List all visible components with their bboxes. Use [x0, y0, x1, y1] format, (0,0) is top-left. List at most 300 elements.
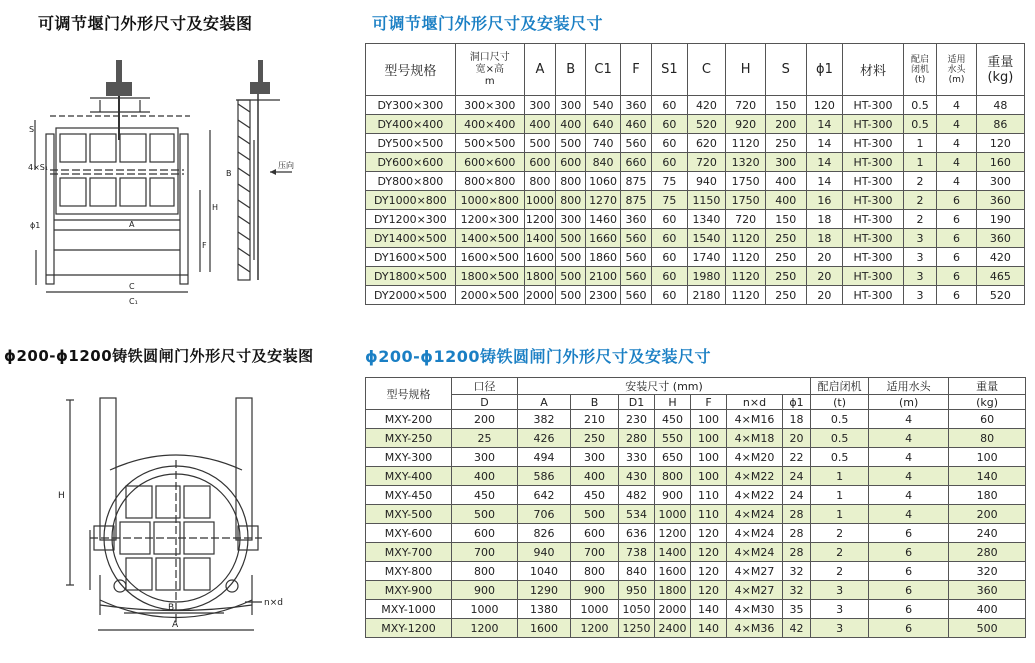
table-cell: 2: [811, 524, 869, 543]
table-cell: MXY-1000: [366, 600, 452, 619]
table-cell: HT-300: [843, 172, 904, 191]
table-cell: 20: [806, 267, 843, 286]
dim-label-B2: B: [168, 603, 175, 613]
table-cell: 250: [765, 229, 806, 248]
table-cell: 4: [869, 410, 949, 429]
table-cell: 4×M16: [727, 410, 783, 429]
table-cell: 800: [452, 562, 518, 581]
table-cell: 0.5: [811, 410, 869, 429]
table-cell: 100: [691, 410, 727, 429]
table-cell: 230: [619, 410, 655, 429]
table-cell: 1120: [726, 286, 766, 305]
table-cell: 700: [571, 543, 619, 562]
table-cell: 460: [620, 115, 651, 134]
table-cell: 520: [687, 115, 726, 134]
drawing-title-2: ϕ200-ϕ1200铸铁圆闸门外形尺寸及安装图: [4, 347, 314, 365]
table-cell: 600: [556, 153, 586, 172]
dim-label-H2: H: [58, 491, 65, 501]
table-cell: 75: [652, 172, 688, 191]
table-cell: HT-300: [843, 267, 904, 286]
col-subheader-B: B: [571, 395, 619, 410]
table-cell: 14: [806, 115, 843, 134]
table-cell: DY2000×500: [366, 286, 456, 305]
table-row: [366, 429, 1026, 448]
table-cell: 400: [556, 115, 586, 134]
table-cell: 3: [903, 229, 936, 248]
header-opening-line: 洞口尺寸 宽×高 m: [469, 51, 510, 87]
table-cell: 500: [452, 505, 518, 524]
dim-label-nxd: n×d: [264, 598, 283, 608]
col-subheader-phi1: ϕ1: [783, 395, 811, 410]
table-cell: HT-300: [843, 248, 904, 267]
table-cell: 636: [619, 524, 655, 543]
table-cell: MXY-600: [366, 524, 452, 543]
table-cell: 60: [652, 248, 688, 267]
col-subheader-weight: (kg): [949, 395, 1026, 410]
table-cell: 4×M24: [727, 505, 783, 524]
table-cell: 800: [556, 191, 586, 210]
table-cell: 22: [783, 448, 811, 467]
table-cell: 6: [869, 600, 949, 619]
table-cell: HT-300: [843, 286, 904, 305]
table-cell: 940: [687, 172, 726, 191]
col-header-install: 安装尺寸 (mm): [518, 378, 811, 395]
table-cell: DY800×800: [366, 172, 456, 191]
table-row: [366, 172, 1025, 191]
table-cell: 360: [620, 96, 651, 115]
col-subheader-H: H: [655, 395, 691, 410]
dim-label-S1: 4×S₁: [28, 163, 49, 172]
table-cell: 500: [556, 248, 586, 267]
table-cell: 60: [652, 229, 688, 248]
table-cell: MXY-400: [366, 467, 452, 486]
table-cell: 500: [949, 619, 1026, 638]
table-row: [366, 505, 1026, 524]
table-cell: MXY-250: [366, 429, 452, 448]
table-cell: MXY-800: [366, 562, 452, 581]
table-cell: 500: [556, 286, 586, 305]
table-cell: 28: [783, 524, 811, 543]
table-cell: 800: [524, 172, 555, 191]
table-cell: 120: [976, 134, 1024, 153]
table-title-1: 可调节堰门外形尺寸及安装尺寸: [372, 14, 604, 33]
table-cell: 2100: [586, 267, 620, 286]
table-cell: 800: [556, 172, 586, 191]
table-cell: 400: [524, 115, 555, 134]
dim-label-S: S: [29, 125, 35, 134]
table-cell: 150: [765, 210, 806, 229]
table-cell: 1000: [655, 505, 691, 524]
table-cell: 700: [452, 543, 518, 562]
table-cell: 60: [652, 134, 688, 153]
table-cell: 42: [783, 619, 811, 638]
table-cell: 500: [556, 134, 586, 153]
table-cell: 1200: [655, 524, 691, 543]
table-cell: 1340: [687, 210, 726, 229]
table-cell: 2: [811, 562, 869, 581]
table-cell: 16: [806, 191, 843, 210]
table-cell: 360: [949, 581, 1026, 600]
table-cell: 560: [620, 286, 651, 305]
table-cell: 28: [783, 543, 811, 562]
table-cell: 400: [571, 467, 619, 486]
table-cell: DY400×400: [366, 115, 456, 134]
table-cell: 560: [620, 248, 651, 267]
table-row: [366, 115, 1025, 134]
table-cell: 4: [869, 448, 949, 467]
table-cell: 1120: [726, 248, 766, 267]
table-cell: 120: [691, 524, 727, 543]
table-cell: 6: [937, 248, 977, 267]
table-cell: DY1600×500: [366, 248, 456, 267]
table-cell: 3: [811, 600, 869, 619]
table-cell: 250: [765, 286, 806, 305]
round-gate-drawing: [40, 390, 320, 652]
table-cell: 720: [726, 210, 766, 229]
table-cell: 1: [903, 134, 936, 153]
table-cell: 640: [586, 115, 620, 134]
table-cell: 6: [869, 543, 949, 562]
table-cell: 3: [903, 248, 936, 267]
table-cell: 60: [949, 410, 1026, 429]
table-cell: 360: [976, 191, 1024, 210]
table-cell: 200: [949, 505, 1026, 524]
table-cell: 25: [452, 429, 518, 448]
table-cell: MXY-500: [366, 505, 452, 524]
table-cell: 1270: [586, 191, 620, 210]
table-cell: 1740: [687, 248, 726, 267]
table-row: [366, 286, 1025, 305]
table-cell: 4×M22: [727, 486, 783, 505]
table-cell: MXY-1200: [366, 619, 452, 638]
col-header-S1: S1: [652, 44, 688, 96]
table-cell: MXY-450: [366, 486, 452, 505]
table-cell: 1: [811, 467, 869, 486]
table-cell: 1250: [619, 619, 655, 638]
table-cell: 100: [691, 467, 727, 486]
table-cell: 4: [869, 429, 949, 448]
table-cell: 450: [571, 486, 619, 505]
table-cell: 2400: [655, 619, 691, 638]
table-cell: 330: [619, 448, 655, 467]
table-row: [366, 134, 1025, 153]
table-cell: 500×500: [455, 134, 524, 153]
table-row: [366, 191, 1025, 210]
table-cell: 382: [518, 410, 571, 429]
table-cell: 60: [652, 286, 688, 305]
weir-gate-table-body: [366, 96, 1025, 305]
table-cell: 500: [524, 134, 555, 153]
table-cell: 500: [571, 505, 619, 524]
table-cell: 250: [765, 267, 806, 286]
table-cell: 500: [556, 267, 586, 286]
table-row: [366, 486, 1026, 505]
table-cell: 1120: [726, 267, 766, 286]
table-cell: 450: [452, 486, 518, 505]
table-row: [366, 248, 1025, 267]
col-header-hoist: 配启 闭机 (t): [903, 44, 936, 96]
table-cell: 1460: [586, 210, 620, 229]
col-header-opening: [455, 44, 524, 96]
table-cell: 560: [620, 134, 651, 153]
table-cell: 540: [586, 96, 620, 115]
table-cell: 800: [571, 562, 619, 581]
table-cell: 240: [949, 524, 1026, 543]
table-cell: 4: [937, 115, 977, 134]
table-cell: 1540: [687, 229, 726, 248]
table-cell: 450: [655, 410, 691, 429]
table-cell: 110: [691, 486, 727, 505]
table-cell: 300: [765, 153, 806, 172]
weir-gate-spec-table: [365, 43, 1025, 305]
table-cell: 4: [869, 467, 949, 486]
table-cell: 600: [571, 524, 619, 543]
table-cell: 100: [691, 429, 727, 448]
table-cell: MXY-200: [366, 410, 452, 429]
table-cell: 140: [949, 467, 1026, 486]
table-cell: 190: [976, 210, 1024, 229]
table-cell: 4×M27: [727, 581, 783, 600]
col-header-head: 适用 水头 (m): [937, 44, 977, 96]
table-cell: 80: [949, 429, 1026, 448]
drawing-title-1: 可调节堰门外形尺寸及安装图: [38, 14, 253, 33]
table-cell: 300: [976, 172, 1024, 191]
table-cell: 360: [620, 210, 651, 229]
table-cell: 0.5: [811, 429, 869, 448]
table-cell: 110: [691, 505, 727, 524]
col-header-hoist-2: 配启闭机: [811, 378, 869, 395]
table-cell: 3: [903, 267, 936, 286]
table-row: [366, 543, 1026, 562]
table-cell: 720: [726, 96, 766, 115]
dim-label-F: F: [202, 241, 207, 250]
table-cell: 0.5: [903, 115, 936, 134]
table-cell: 0.5: [811, 448, 869, 467]
table-cell: 4: [937, 172, 977, 191]
col-subheader-A: A: [518, 395, 571, 410]
table-cell: 1: [811, 486, 869, 505]
table-cell: 2000: [655, 600, 691, 619]
table-cell: 940: [518, 543, 571, 562]
table-cell: 120: [691, 543, 727, 562]
table-cell: 28: [783, 505, 811, 524]
table-cell: 360: [976, 229, 1024, 248]
table-cell: 250: [571, 429, 619, 448]
table-cell: 100: [691, 448, 727, 467]
table-cell: 75: [652, 191, 688, 210]
table-cell: 120: [691, 562, 727, 581]
table-cell: 120: [806, 96, 843, 115]
table-cell: 250: [765, 248, 806, 267]
table-cell: 20: [806, 248, 843, 267]
table-cell: 560: [620, 267, 651, 286]
round-gate-spec-table: [365, 377, 1026, 638]
table-cell: 300: [556, 210, 586, 229]
table-cell: 210: [571, 410, 619, 429]
col-subheader-head: (m): [869, 395, 949, 410]
table-cell: HT-300: [843, 115, 904, 134]
table-cell: 60: [652, 210, 688, 229]
table-cell: 3: [811, 619, 869, 638]
table-cell: 18: [806, 210, 843, 229]
col-header-A: A: [524, 44, 555, 96]
col-header-H: H: [726, 44, 766, 96]
col-subheader-D: D: [452, 395, 518, 410]
col-header-caliber: 口径: [452, 378, 518, 395]
weir-gate-drawing: [30, 60, 335, 310]
table-cell: 4: [869, 505, 949, 524]
dim-label-A2: A: [172, 620, 179, 630]
table-cell: 1060: [586, 172, 620, 191]
table-cell: 800×800: [455, 172, 524, 191]
table-cell: 1200×300: [455, 210, 524, 229]
table-cell: 600: [524, 153, 555, 172]
table-row: [366, 467, 1026, 486]
table-cell: 400: [765, 191, 806, 210]
table-cell: 86: [976, 115, 1024, 134]
table-cell: MXY-300: [366, 448, 452, 467]
table-cell: 875: [620, 191, 651, 210]
table-cell: 1400: [524, 229, 555, 248]
table-cell: DY300×300: [366, 96, 456, 115]
table-cell: 840: [586, 153, 620, 172]
table-row: [366, 581, 1026, 600]
table-cell: 1000: [452, 600, 518, 619]
table-cell: HT-300: [843, 210, 904, 229]
table-cell: 14: [806, 134, 843, 153]
table-cell: 900: [452, 581, 518, 600]
table-cell: 2: [903, 210, 936, 229]
table-cell: 1750: [726, 172, 766, 191]
table-cell: 586: [518, 467, 571, 486]
table-cell: 706: [518, 505, 571, 524]
table-cell: 826: [518, 524, 571, 543]
table-cell: 400: [765, 172, 806, 191]
table-cell: 900: [571, 581, 619, 600]
table-cell: 6: [869, 524, 949, 543]
table-title-2: ϕ200-ϕ1200铸铁圆闸门外形尺寸及安装尺寸: [365, 347, 712, 366]
col-header-model-2: 型号规格: [366, 378, 452, 410]
table-cell: 6: [869, 619, 949, 638]
table-cell: 60: [652, 115, 688, 134]
table-cell: 1200: [524, 210, 555, 229]
table-cell: 500: [556, 229, 586, 248]
dim-label-C: C: [129, 282, 135, 291]
table-cell: HT-300: [843, 229, 904, 248]
table-cell: 600×600: [455, 153, 524, 172]
table-cell: 6: [937, 210, 977, 229]
table-cell: 2: [903, 191, 936, 210]
table-cell: 400×400: [455, 115, 524, 134]
table-cell: 35: [783, 600, 811, 619]
table-cell: 300: [452, 448, 518, 467]
table-row: [366, 153, 1025, 172]
table-cell: 642: [518, 486, 571, 505]
table-cell: 1000×800: [455, 191, 524, 210]
round-gate-table-body: [366, 410, 1026, 638]
table-cell: 6: [937, 229, 977, 248]
table-cell: 60: [652, 153, 688, 172]
col-subheader-hoist: (t): [811, 395, 869, 410]
table-cell: HT-300: [843, 191, 904, 210]
table-cell: 4: [869, 486, 949, 505]
table-cell: 550: [655, 429, 691, 448]
table-row: [366, 619, 1026, 638]
table-cell: 420: [687, 96, 726, 115]
table-cell: 1400×500: [455, 229, 524, 248]
table-cell: 2: [811, 543, 869, 562]
table-cell: 900: [655, 486, 691, 505]
dim-label-A: A: [129, 220, 135, 229]
col-header-S: S: [765, 44, 806, 96]
table-row: [366, 448, 1026, 467]
table-cell: 520: [976, 286, 1024, 305]
table-cell: 48: [976, 96, 1024, 115]
table-row: [366, 410, 1026, 429]
table-cell: 840: [619, 562, 655, 581]
table-cell: 1600: [524, 248, 555, 267]
table-cell: 320: [949, 562, 1026, 581]
table-row: [366, 210, 1025, 229]
table-cell: 1380: [518, 600, 571, 619]
table-cell: 1600×500: [455, 248, 524, 267]
table-cell: 1: [903, 153, 936, 172]
col-subheader-nxd: n×d: [727, 395, 783, 410]
col-header-C1: C1: [586, 44, 620, 96]
table-row: [366, 600, 1026, 619]
table-cell: 200: [452, 410, 518, 429]
table-cell: 875: [620, 172, 651, 191]
table-cell: 4×M24: [727, 524, 783, 543]
table-cell: MXY-900: [366, 581, 452, 600]
table-cell: 20: [806, 286, 843, 305]
table-cell: 494: [518, 448, 571, 467]
table-cell: HT-300: [843, 153, 904, 172]
table-cell: 200: [765, 115, 806, 134]
table-cell: 4: [937, 134, 977, 153]
table-cell: 6: [869, 581, 949, 600]
dim-label-phi1: ϕ1: [30, 221, 41, 230]
col-subheader-D1: D1: [619, 395, 655, 410]
table-cell: 720: [687, 153, 726, 172]
table-cell: 4×M18: [727, 429, 783, 448]
table-cell: 920: [726, 115, 766, 134]
dim-label-C1: C₁: [129, 297, 138, 306]
table-cell: 4×M30: [727, 600, 783, 619]
table-cell: 800: [655, 467, 691, 486]
table-row: [366, 562, 1026, 581]
table-cell: 534: [619, 505, 655, 524]
table-cell: 400: [949, 600, 1026, 619]
table-cell: 18: [806, 229, 843, 248]
table-cell: 140: [691, 600, 727, 619]
table-cell: DY1200×300: [366, 210, 456, 229]
table-cell: 1860: [586, 248, 620, 267]
table-cell: 4×M22: [727, 467, 783, 486]
table-cell: HT-300: [843, 96, 904, 115]
table-cell: 1120: [726, 134, 766, 153]
table-cell: 1: [811, 505, 869, 524]
table-cell: 420: [976, 248, 1024, 267]
table-cell: 1750: [726, 191, 766, 210]
table-cell: 1660: [586, 229, 620, 248]
table-cell: 24: [783, 486, 811, 505]
table-cell: 1320: [726, 153, 766, 172]
col-header-weight-2: 重量: [949, 378, 1026, 395]
table-cell: 4: [937, 96, 977, 115]
table-cell: 2000×500: [455, 286, 524, 305]
table-cell: 465: [976, 267, 1024, 286]
